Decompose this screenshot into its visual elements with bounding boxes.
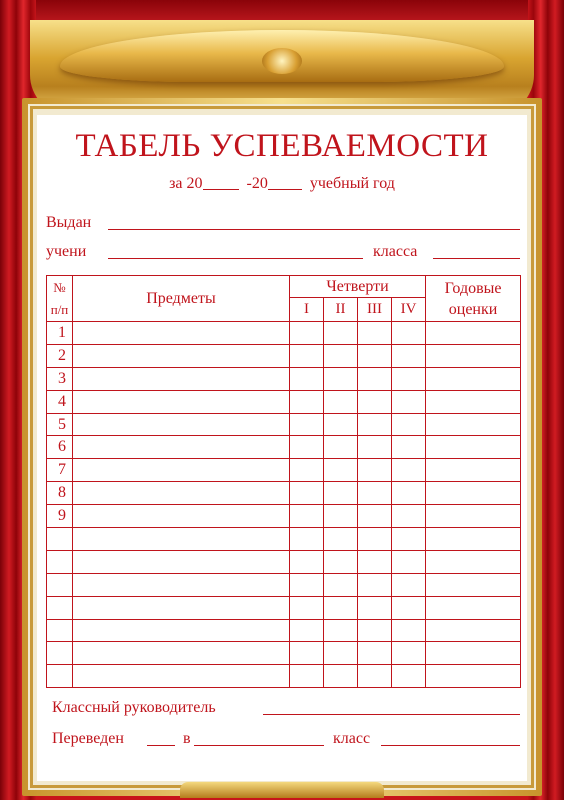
class-label: класса (373, 243, 418, 260)
subject-cell[interactable] (73, 413, 290, 436)
quarter-3-cell[interactable] (358, 619, 392, 642)
quarter-2-cell[interactable] (324, 665, 358, 688)
quarter-2-cell[interactable] (324, 413, 358, 436)
subject-cell[interactable] (73, 619, 290, 642)
quarter-2-cell[interactable] (324, 367, 358, 390)
annual-grade-cell[interactable] (426, 528, 521, 551)
table-row (47, 642, 521, 665)
quarter-1-cell[interactable] (290, 596, 324, 619)
quarter-4-header: IV (392, 298, 426, 322)
col-annual-line2: оценки (448, 300, 498, 318)
quarter-3-cell[interactable] (358, 528, 392, 551)
annual-grade-cell[interactable] (426, 665, 521, 688)
quarter-3-cell[interactable] (358, 482, 392, 505)
table-header-row (47, 276, 521, 298)
quarter-1-cell[interactable] (290, 390, 324, 413)
subject-cell[interactable] (73, 665, 290, 688)
page-title: ТАБЕЛЬ УСПЕВАЕМОСТИ (75, 128, 489, 164)
quarter-2-cell[interactable] (324, 642, 358, 665)
year-start-blank[interactable] (203, 189, 239, 190)
col-subjects-header: Предметы (73, 276, 290, 322)
quarter-1-cell[interactable] (290, 482, 324, 505)
row-number: 5 (47, 413, 73, 436)
row-number: 7 (47, 459, 73, 482)
table-row (47, 367, 521, 390)
table-row (47, 665, 521, 688)
annual-grade-cell[interactable] (426, 322, 521, 345)
table-row (47, 619, 521, 642)
subject-cell[interactable] (73, 528, 290, 551)
quarter-3-cell[interactable] (358, 665, 392, 688)
table-row (47, 413, 521, 436)
quarter-1-cell[interactable] (290, 436, 324, 459)
quarter-3-cell[interactable] (358, 390, 392, 413)
table-row (47, 344, 521, 367)
table-row (47, 436, 521, 459)
annual-grade-cell[interactable] (426, 436, 521, 459)
col-quarters-header: Четверти (290, 276, 426, 298)
quarter-4-cell[interactable] (392, 642, 426, 665)
quarter-4-cell[interactable] (392, 550, 426, 573)
quarter-1-cell[interactable] (290, 528, 324, 551)
quarter-4-cell[interactable] (392, 344, 426, 367)
quarter-4-cell[interactable] (392, 505, 426, 528)
row-number: 8 (47, 482, 73, 505)
table-row (47, 596, 521, 619)
issued-label: Выдан (46, 214, 92, 231)
row-number (47, 642, 73, 665)
school-year-line (37, 175, 527, 193)
quarter-4-cell[interactable] (392, 390, 426, 413)
row-number (47, 665, 73, 688)
quarter-2-cell[interactable] (324, 528, 358, 551)
quarter-4-cell[interactable] (392, 596, 426, 619)
quarter-1-cell[interactable] (290, 665, 324, 688)
grades-table (46, 275, 521, 688)
quarter-4-cell[interactable] (392, 619, 426, 642)
transferred-field[interactable] (147, 745, 175, 746)
quarter-1-header: I (290, 298, 324, 322)
quarter-1-cell[interactable] (290, 459, 324, 482)
annual-grade-cell[interactable] (426, 619, 521, 642)
quarter-2-cell[interactable] (324, 619, 358, 642)
quarter-4-cell[interactable] (392, 665, 426, 688)
quarter-2-cell[interactable] (324, 459, 358, 482)
quarter-3-cell[interactable] (358, 642, 392, 665)
quarter-1-cell[interactable] (290, 367, 324, 390)
class-field[interactable] (433, 258, 520, 259)
quarter-2-cell[interactable] (324, 596, 358, 619)
quarter-2-cell[interactable] (324, 344, 358, 367)
table-row (47, 459, 521, 482)
year-suffix: учебный год (309, 175, 395, 192)
teacher-field[interactable] (263, 714, 520, 715)
year-prefix: за 20 (169, 175, 203, 192)
annual-grade-cell[interactable] (426, 390, 521, 413)
table-row (47, 550, 521, 573)
table-row (47, 390, 521, 413)
quarter-4-cell[interactable] (392, 322, 426, 345)
quarter-2-cell[interactable] (324, 322, 358, 345)
quarter-2-cell[interactable] (324, 550, 358, 573)
subject-cell[interactable] (73, 573, 290, 596)
annual-grade-cell[interactable] (426, 596, 521, 619)
quarter-2-cell[interactable] (324, 390, 358, 413)
quarter-2-cell[interactable] (324, 436, 358, 459)
quarter-3-cell[interactable] (358, 596, 392, 619)
row-number: 9 (47, 505, 73, 528)
quarter-3-cell[interactable] (358, 344, 392, 367)
footer-class-label: класс (333, 730, 371, 747)
col-number-header: № п/п (47, 276, 73, 322)
col-annual-line1: Годовые (444, 279, 502, 297)
subject-cell[interactable] (73, 482, 290, 505)
row-number: 2 (47, 344, 73, 367)
annual-grade-cell[interactable] (426, 344, 521, 367)
annual-grade-cell[interactable] (426, 642, 521, 665)
quarter-3-cell[interactable] (358, 550, 392, 573)
quarter-2-cell[interactable] (324, 573, 358, 596)
quarter-3-cell[interactable] (358, 436, 392, 459)
row-number (47, 573, 73, 596)
quarter-3-cell[interactable] (358, 505, 392, 528)
quarter-3-cell[interactable] (358, 367, 392, 390)
table-row (47, 573, 521, 596)
in-label: в (183, 730, 191, 747)
subject-cell[interactable] (73, 505, 290, 528)
table-row (47, 505, 521, 528)
quarter-2-cell[interactable] (324, 505, 358, 528)
year-mid: -20 (246, 175, 268, 192)
new-class-field[interactable] (194, 745, 324, 746)
quarter-1-cell[interactable] (290, 642, 324, 665)
quarter-3-header: III (358, 298, 392, 322)
col-annual-header (426, 276, 521, 322)
quarter-4-cell[interactable] (392, 436, 426, 459)
subject-cell[interactable] (73, 436, 290, 459)
quarter-4-cell[interactable] (392, 367, 426, 390)
subject-cell[interactable] (73, 459, 290, 482)
quarter-4-cell[interactable] (392, 528, 426, 551)
student-field[interactable] (108, 258, 363, 259)
subject-cell[interactable] (73, 367, 290, 390)
subject-cell[interactable] (73, 550, 290, 573)
quarter-4-cell[interactable] (392, 459, 426, 482)
annual-grade-cell[interactable] (426, 550, 521, 573)
quarter-4-cell[interactable] (392, 413, 426, 436)
grade-rows (47, 322, 521, 688)
subject-cell[interactable] (73, 344, 290, 367)
quarter-1-cell[interactable] (290, 413, 324, 436)
row-number: 4 (47, 390, 73, 413)
quarter-3-cell[interactable] (358, 413, 392, 436)
quarter-3-cell[interactable] (358, 573, 392, 596)
quarter-1-cell[interactable] (290, 322, 324, 345)
quarter-1-cell[interactable] (290, 573, 324, 596)
quarter-2-header: II (324, 298, 358, 322)
row-number: 3 (47, 367, 73, 390)
table-row (47, 482, 521, 505)
year-end-blank[interactable] (268, 189, 302, 190)
subject-cell[interactable] (73, 390, 290, 413)
student-label: учени (46, 243, 87, 260)
row-number: 6 (47, 436, 73, 459)
subject-cell[interactable] (73, 596, 290, 619)
quarter-4-cell[interactable] (392, 573, 426, 596)
annual-grade-cell[interactable] (426, 573, 521, 596)
ribbon-knot (262, 48, 302, 74)
table-row (47, 322, 521, 345)
quarter-1-cell[interactable] (290, 505, 324, 528)
quarter-1-cell[interactable] (290, 550, 324, 573)
quarter-3-cell[interactable] (358, 322, 392, 345)
annual-grade-cell[interactable] (426, 367, 521, 390)
subject-cell[interactable] (73, 642, 290, 665)
annual-grade-cell[interactable] (426, 459, 521, 482)
annual-grade-cell[interactable] (426, 505, 521, 528)
quarter-1-cell[interactable] (290, 619, 324, 642)
row-number (47, 550, 73, 573)
quarter-4-cell[interactable] (392, 482, 426, 505)
transferred-label: Переведен (52, 730, 124, 747)
quarter-2-cell[interactable] (324, 482, 358, 505)
quarter-1-cell[interactable] (290, 344, 324, 367)
table-row (47, 528, 521, 551)
footer-class-field[interactable] (381, 745, 520, 746)
teacher-label: Классный руководитель (52, 699, 216, 716)
annual-grade-cell[interactable] (426, 482, 521, 505)
row-number (47, 528, 73, 551)
subject-cell[interactable] (73, 322, 290, 345)
quarter-3-cell[interactable] (358, 459, 392, 482)
row-number (47, 596, 73, 619)
issued-field[interactable] (108, 229, 520, 230)
annual-grade-cell[interactable] (426, 413, 521, 436)
row-number: 1 (47, 322, 73, 345)
bottom-ornament (180, 782, 384, 798)
row-number (47, 619, 73, 642)
